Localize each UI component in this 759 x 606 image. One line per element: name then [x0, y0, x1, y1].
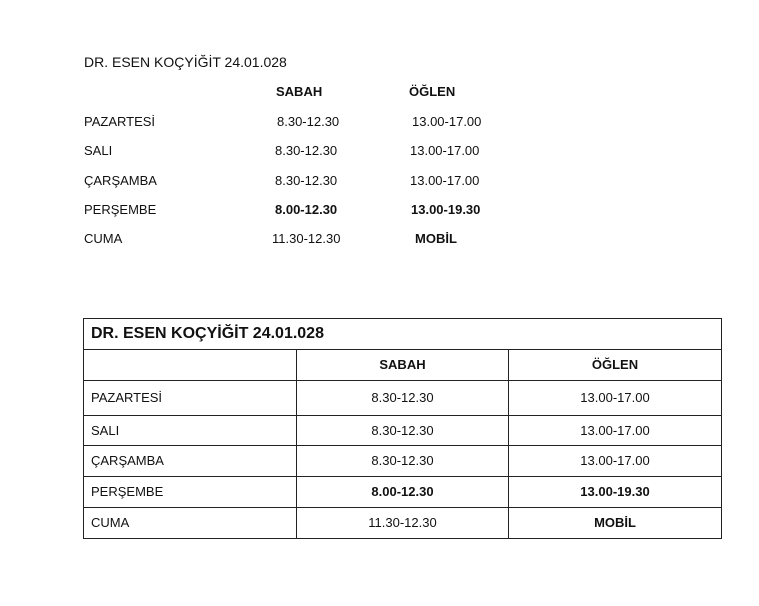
table-row: [84, 477, 722, 508]
header-afternoon: ÖĞLEN: [409, 84, 456, 99]
day-label: CUMA: [84, 231, 123, 246]
morning-hours: 8.30-12.30: [277, 114, 340, 129]
table-cell-day: PAZARTESİ: [84, 381, 297, 416]
schedule-table: [83, 318, 722, 539]
morning-hours: 8.30-12.30: [275, 173, 338, 188]
header-morning: SABAH: [276, 84, 323, 99]
table-cell-day: CUMA: [84, 508, 297, 539]
morning-hours: 11.30-12.30: [272, 231, 341, 246]
table-title-row: [84, 319, 722, 350]
day-label: PERŞEMBE: [84, 202, 157, 217]
table-title: DR. ESEN KOÇYİĞİT 24.01.028: [84, 319, 722, 350]
afternoon-hours: MOBİL: [415, 231, 457, 246]
table-cell-afternoon: 13.00-19.30: [509, 477, 722, 508]
afternoon-hours: 13.00-17.00: [410, 143, 480, 158]
table-cell-afternoon: MOBİL: [509, 508, 722, 539]
doctor-title: DR. ESEN KOÇYİĞİT 24.01.028: [84, 54, 287, 70]
table-cell-morning: 8.30-12.30: [297, 416, 509, 446]
day-label: SALI: [84, 143, 113, 158]
table-header-row: [84, 350, 722, 381]
table-header-empty: [84, 350, 297, 381]
table-header-morning: SABAH: [297, 350, 509, 381]
table-row: [84, 416, 722, 446]
afternoon-hours: 13.00-17.00: [412, 114, 482, 129]
table-header-afternoon: ÖĞLEN: [509, 350, 722, 381]
table-cell-day: ÇARŞAMBA: [84, 446, 297, 477]
table-row: [84, 446, 722, 477]
table-cell-morning: 8.00-12.30: [297, 477, 509, 508]
morning-hours: 8.00-12.30: [275, 202, 338, 217]
table-cell-morning: 8.30-12.30: [297, 381, 509, 416]
table-cell-morning: 11.30-12.30: [297, 508, 509, 539]
table-cell-day: PERŞEMBE: [84, 477, 297, 508]
table-row: [84, 381, 722, 416]
table-cell-afternoon: 13.00-17.00: [509, 381, 722, 416]
afternoon-hours: 13.00-19.30: [411, 202, 481, 217]
table-cell-day: SALI: [84, 416, 297, 446]
table-cell-afternoon: 13.00-17.00: [509, 446, 722, 477]
day-label: PAZARTESİ: [84, 114, 156, 129]
table-cell-morning: 8.30-12.30: [297, 446, 509, 477]
table-row: [84, 508, 722, 539]
afternoon-hours: 13.00-17.00: [410, 173, 480, 188]
table-cell-afternoon: 13.00-17.00: [509, 416, 722, 446]
morning-hours: 8.30-12.30: [275, 143, 338, 158]
day-label: ÇARŞAMBA: [84, 173, 157, 188]
